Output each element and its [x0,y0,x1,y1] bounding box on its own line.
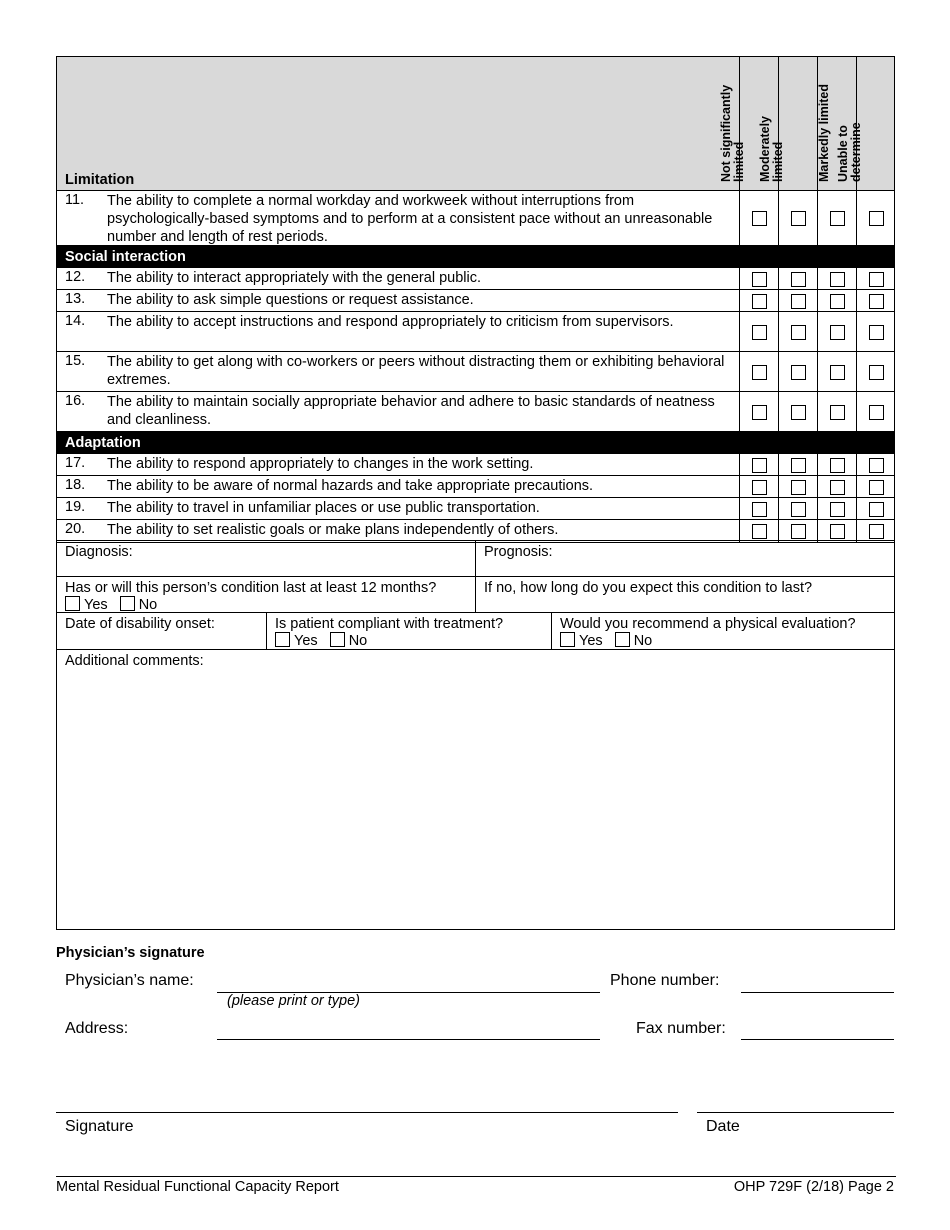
limitation-row [57,191,894,246]
rating-checkbox[interactable] [869,502,884,517]
footer-form-title: Mental Residual Functional Capacity Report [56,1179,339,1195]
row-number: 13. [65,291,86,307]
rating-checkbox[interactable] [752,524,767,539]
limitation-row [57,520,894,542]
limitation-row [57,392,894,432]
rating-cell [739,454,778,475]
rating-cell [739,352,778,391]
limitation-row [57,454,894,476]
onset-date-field[interactable] [56,612,267,650]
onset-date-label: Date of disability onset: [65,616,215,632]
rating-checkbox[interactable] [830,458,845,473]
physical-eval-box [551,612,895,650]
rating-cell [856,312,895,351]
rating-checkbox[interactable] [752,294,767,309]
fax-line[interactable] [741,1039,894,1040]
duration-yes-label: Yes [84,597,108,613]
rating-checkbox[interactable] [791,325,806,340]
rating-cell [739,476,778,497]
row-number: 17. [65,455,86,471]
rating-cell [739,191,778,245]
rating-cell [817,312,856,351]
address-label: Address: [65,1020,129,1037]
rating-cell [856,290,895,311]
rating-checkbox[interactable] [830,405,845,420]
print-hint: (please print or type) [227,993,360,1009]
rating-cell [778,392,817,431]
rating-checkbox[interactable] [869,405,884,420]
limitation-header [57,57,894,191]
rating-cell [856,392,895,431]
rating-checkbox[interactable] [752,365,767,380]
duration-question: Has or will this person’s condition last at least 12 months? [65,580,437,596]
physical-eval-yes-checkbox[interactable] [560,632,575,647]
duration-no-label: No [138,597,158,613]
rating-cell [817,290,856,311]
rating-checkbox[interactable] [791,502,806,517]
signature-heading: Physician’s signature [56,945,205,961]
row-text: The ability to travel in unfamiliar places or use public transportation. [107,500,540,516]
row-text: The ability to complete a normal workday and workweek without interruptions from psychologically-based symptoms and to perform at a consistent pace without an unreasonable number and length of rest periods. [107,193,713,245]
limitation-row [57,498,894,520]
rating-cell [739,520,778,542]
row-number: 16. [65,393,86,409]
rating-cell [856,352,895,391]
rating-checkbox[interactable] [830,524,845,539]
row-number: 12. [65,269,86,285]
diagnosis-field[interactable] [56,540,476,577]
rating-checkbox[interactable] [791,294,806,309]
footer-page-number: OHP 729F (2/18) Page 2 [733,1179,894,1195]
date-line[interactable] [697,1112,894,1113]
column-header-label: Moderately limited [758,116,785,182]
rating-checkbox[interactable] [752,405,767,420]
limitation-table [56,56,895,543]
rating-cell [817,498,856,519]
row-number: 20. [65,521,86,537]
rating-cell [778,498,817,519]
rating-checkbox[interactable] [869,458,884,473]
rating-cell [856,268,895,289]
address-line[interactable] [217,1039,600,1040]
rating-cell [817,520,856,542]
row-number: 19. [65,499,86,515]
row-text: The ability to maintain socially appropriate behavior and adhere to basic standards of neatness and cleanliness. [107,394,715,428]
signature-label: Signature [65,1118,134,1135]
rating-checkbox[interactable] [791,458,806,473]
limitation-row [57,290,894,312]
rating-cell [778,268,817,289]
rating-checkbox[interactable] [869,480,884,495]
rating-checkbox[interactable] [752,458,767,473]
rating-cell [739,392,778,431]
rating-checkbox[interactable] [791,272,806,287]
column-header-label: Markedly limited [816,84,831,182]
compliance-no-checkbox[interactable] [330,632,345,647]
column-header-label: Not significantly limited [719,84,746,182]
row-text: The ability to accept instructions and respond appropriately to criticism from supervisors. [107,314,674,330]
limitation-row [57,352,894,392]
additional-comments-label: Additional comments: [65,653,204,669]
rating-checkbox[interactable] [752,211,767,226]
compliance-yes-label: Yes [294,633,318,649]
row-text: The ability to interact appropriately with the general public. [107,270,481,286]
rating-checkbox[interactable] [830,502,845,517]
rating-checkbox[interactable] [869,365,884,380]
prognosis-field[interactable] [475,540,895,577]
rating-cell [778,290,817,311]
row-text: The ability to get along with co-workers or peers without distracting them or exhibiting behavioral extremes. [107,354,725,388]
rating-cell [778,476,817,497]
rating-cell [817,454,856,475]
rating-cell [856,454,895,475]
rating-cell [778,352,817,391]
column-header-2 [758,57,817,190]
rating-cell [817,476,856,497]
physical-eval-no-label: No [633,633,653,649]
rating-cell [856,498,895,519]
rating-checkbox[interactable] [869,524,884,539]
row-number: 14. [65,313,86,329]
rating-checkbox[interactable] [869,211,884,226]
diagnosis-label: Diagnosis: [65,544,133,560]
rating-cell [739,498,778,519]
compliance-question: Is patient compliant with treatment? [275,616,504,632]
rating-checkbox[interactable] [830,365,845,380]
physician-name-label: Physician’s name: [65,972,194,989]
duration-no-checkbox[interactable] [120,596,135,611]
limitation-header-label: Limitation [65,172,135,188]
compliance-box [266,612,552,650]
rating-checkbox[interactable] [830,480,845,495]
rating-cell [739,290,778,311]
section-header: Adaptation [57,432,894,454]
compliance-no-label: No [348,633,368,649]
section-header: Social interaction [57,246,894,268]
rating-checkbox[interactable] [752,272,767,287]
rating-cell [778,191,817,245]
row-number: 15. [65,353,86,369]
rating-checkbox[interactable] [830,272,845,287]
duration-yes-checkbox[interactable] [65,596,80,611]
rating-cell [739,312,778,351]
rating-cell [817,268,856,289]
footer-rule [56,1176,896,1177]
rating-cell [856,520,895,542]
prognosis-label: Prognosis: [484,544,553,560]
rating-cell [817,392,856,431]
phone-label: Phone number: [610,972,720,989]
row-number: 11. [65,192,85,208]
rating-checkbox[interactable] [869,294,884,309]
rating-checkbox[interactable] [830,211,845,226]
phone-line[interactable] [741,992,894,993]
rating-checkbox[interactable] [830,294,845,309]
rating-checkbox[interactable] [869,325,884,340]
fax-label: Fax number: [636,1020,726,1037]
limitation-row [57,476,894,498]
rating-cell [778,520,817,542]
rating-checkbox[interactable] [830,325,845,340]
physical-eval-question: Would you recommend a physical evaluation? [560,616,856,632]
rating-checkbox[interactable] [791,524,806,539]
signature-line[interactable] [56,1112,678,1113]
row-text: The ability to ask simple questions or request assistance. [107,292,474,308]
limitation-row [57,268,894,290]
column-header-label: Unable to determine [836,122,863,182]
duration-followup-label: If no, how long do you expect this condition to last? [484,580,813,596]
row-number: 18. [65,477,86,493]
row-text: The ability to set realistic goals or make plans independently of others. [107,522,559,538]
rating-cell [778,454,817,475]
rating-checkbox[interactable] [752,480,767,495]
rating-cell [817,191,856,245]
rating-checkbox[interactable] [752,502,767,517]
rating-cell [739,268,778,289]
row-text: The ability to be aware of normal hazards and take appropriate precautions. [107,478,594,494]
rating-checkbox[interactable] [791,365,806,380]
rating-checkbox[interactable] [869,272,884,287]
row-text: The ability to respond appropriately to changes in the work setting. [107,456,534,472]
rating-cell [778,312,817,351]
physical-eval-yes-label: Yes [579,633,603,649]
additional-comments-field[interactable] [56,649,895,930]
duration-followup-field[interactable] [475,576,895,613]
physical-eval-no-checkbox[interactable] [615,632,630,647]
rating-cell [856,476,895,497]
date-label: Date [706,1118,740,1135]
rating-cell [817,352,856,391]
rating-checkbox[interactable] [752,325,767,340]
rating-cell [856,191,895,245]
column-header-4 [836,57,895,190]
compliance-yes-checkbox[interactable] [275,632,290,647]
rating-checkbox[interactable] [791,405,806,420]
duration-question-box [56,576,476,613]
rating-checkbox[interactable] [791,211,806,226]
limitation-row [57,312,894,352]
rating-checkbox[interactable] [791,480,806,495]
